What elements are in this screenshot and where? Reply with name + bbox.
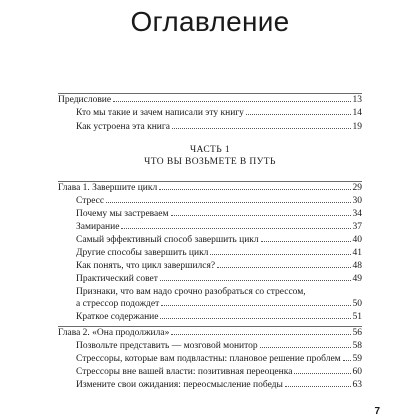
toc-entry-page: 19	[352, 122, 362, 132]
toc-entry-preface[interactable]	[58, 94, 362, 106]
toc-entry-page: 60	[352, 367, 362, 377]
dot-leader	[343, 360, 351, 361]
dot-leader	[121, 228, 350, 229]
toc-entry-page: 48	[352, 261, 362, 271]
toc-entry-who-we-are[interactable]	[76, 107, 362, 119]
toc-entry-label: Краткое содержание	[76, 312, 159, 322]
toc-entry-chapter-1[interactable]	[58, 182, 362, 194]
toc-entry-page: 59	[352, 354, 362, 364]
toc-entry-page: 51	[352, 312, 362, 322]
dot-leader	[113, 101, 350, 102]
toc-entry-label: Почему мы застреваем	[76, 209, 169, 219]
part-title: ЧТО ВЫ ВОЗЬМЕТЕ В ПУТЬ	[144, 157, 276, 167]
toc-entry-label: Стрессоры, которые вам подвластны: плановое решение проблем	[76, 354, 341, 364]
toc-entry-signs-line-1[interactable]: Признаки, что вам надо срочно разобраться со стрессом,	[76, 287, 306, 297]
toc-entry-cycle-complete[interactable]	[76, 260, 362, 272]
dot-leader	[159, 189, 350, 190]
dot-leader	[106, 202, 350, 203]
toc-entry-other-ways[interactable]	[76, 247, 362, 259]
toc-entry-page: 58	[352, 341, 362, 351]
page-number: 7	[374, 406, 380, 417]
toc-entry-practical-advice[interactable]	[76, 273, 362, 285]
page-title: Оглавление	[130, 6, 290, 37]
toc-entry-page: 34	[352, 209, 362, 219]
dot-leader	[210, 254, 350, 255]
toc-entry-label: Позвольте представить — мозговой монитор	[76, 341, 258, 351]
dot-leader	[160, 280, 351, 281]
toc-entry-label: Кто мы такие и зачем написали эту книгу	[76, 108, 244, 118]
dot-leader	[160, 318, 350, 319]
toc-entry-freezing[interactable]	[76, 221, 362, 233]
toc-entry-label: Как устроена эта книга	[76, 122, 170, 132]
dot-leader	[172, 128, 351, 129]
toc-entry-label: Глава 1. Завершите цикл	[58, 183, 158, 193]
dot-leader	[246, 114, 351, 115]
toc-entry-chapter-2[interactable]	[58, 327, 362, 339]
toc-entry-page: 14	[352, 108, 362, 118]
toc-entry-page: 29	[352, 183, 362, 193]
toc-entry-stress[interactable]	[76, 195, 362, 207]
toc-entry-page: 50	[352, 299, 362, 309]
dot-leader	[285, 386, 351, 387]
toc-entry-change-expectations[interactable]	[76, 379, 362, 391]
toc-entry-signs-line-2[interactable]	[76, 298, 362, 310]
toc-entry-uncontrollable-stressors[interactable]	[76, 366, 362, 378]
toc-entry-label: Стрессоры вне вашей власти: позитивная переоценка	[76, 367, 293, 377]
toc-entry-page: 63	[352, 380, 362, 390]
toc-entry-label: Практический совет	[76, 274, 158, 284]
toc-entry-label: Глава 2. «Она продолжила»	[58, 328, 170, 338]
dot-leader	[171, 215, 351, 216]
toc-entry-book-structure[interactable]	[76, 121, 362, 133]
part-number: ЧАСТЬ 1	[189, 145, 231, 155]
toc-entry-page: 56	[352, 328, 362, 338]
toc-entry-label: а стрессор подождет	[76, 299, 160, 309]
toc-entry-label: Замирание	[76, 222, 120, 232]
toc-entry-label: Как понять, что цикл завершился?	[76, 261, 216, 271]
dot-leader	[217, 267, 350, 268]
dot-leader	[161, 305, 350, 306]
toc-entry-label: Предисловие	[58, 95, 112, 105]
toc-entry-most-effective-way[interactable]	[76, 234, 362, 246]
toc-entry-label: Измените свои ожидания: переосмысление победы	[76, 380, 283, 390]
toc-entry-page: 13	[352, 95, 362, 105]
dot-leader	[294, 373, 350, 374]
toc-entry-page: 40	[352, 235, 362, 245]
toc-entry-label: Самый эффективный способ завершить цикл	[76, 235, 259, 245]
dot-leader	[261, 241, 351, 242]
toc-entry-page: 37	[352, 222, 362, 232]
toc-entry-page: 41	[352, 248, 362, 258]
toc-entry-label: Стресс	[76, 196, 105, 206]
dot-leader	[260, 347, 351, 348]
toc-entry-page: 49	[352, 274, 362, 284]
toc-entry-page: 30	[352, 196, 362, 206]
toc-entry-brain-monitor[interactable]	[76, 340, 362, 352]
toc-entry-summary[interactable]	[76, 311, 362, 323]
toc-entry-why-stuck[interactable]	[76, 208, 362, 220]
dot-leader	[171, 334, 350, 335]
toc-entry-label: Другие способы завершить цикл	[76, 248, 209, 258]
toc-entry-controllable-stressors[interactable]	[76, 353, 362, 365]
